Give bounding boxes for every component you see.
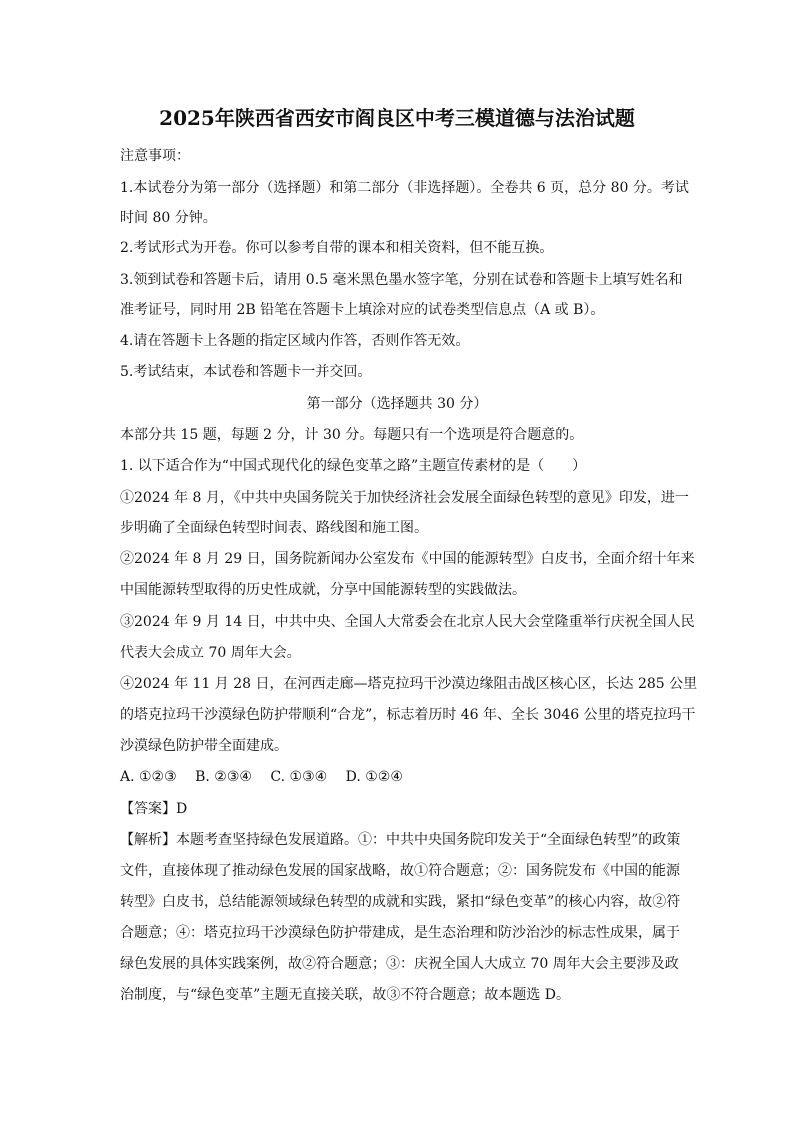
notice-heading: 注意事项：	[120, 148, 190, 164]
question-line: 的塔克拉玛干沙漠绿色防护带顺利“合龙”，标志着历时 46 年、全长 3046 公里的塔克拉玛干	[120, 707, 696, 723]
question-line: ①2024 年 8 月，《中共中央国务院关于加快经济社会发展全面绿色转型的意见》印发，进一	[120, 490, 689, 506]
analysis-line: 转型》白皮书，总结能源领域绿色转型的成就和实践，紧扣“绿色变革”的核心内容，故②符	[120, 894, 681, 910]
analysis-line: 【解析】本题考查坚持绿色发展道路。①：中共中央国务院印发关于“全面绿色转型”的政策	[120, 832, 681, 848]
analysis-line: 合题意；④：塔克拉玛干沙漠绿色防护带建成，是生态治理和防沙治沙的标志性成果，属于	[120, 925, 680, 941]
question-line: 沙漠绿色防护带全面建成。	[120, 738, 288, 754]
notice-line: 4.请在答题卡上各题的指定区域内作答，否则作答无效。	[120, 333, 470, 349]
question-line: 步明确了全面绿色转型时间表、路线图和施工图。	[120, 520, 428, 536]
answer-label: 【答案】D	[120, 801, 188, 817]
notice-line: 3.领到试卷和答题卡后，请用 0.5 毫米黑色墨水签字笔，分别在试卷和答题卡上填写姓名和	[120, 272, 683, 288]
answer-options: A. ①②③ B. ②③④ C. ①③④ D. ①②④	[120, 769, 403, 785]
analysis-line: 绿色发展的具体实践案例，故②符合题意；③：庆祝全国人大成立 70 周年大会主要涉及政	[120, 956, 679, 972]
question-line: ④2024 年 11 月 28 日，在河西走廊—塔克拉玛干沙漠边缘阻击战区核心区，长达 285 公里	[120, 676, 698, 692]
question-stem: 1. 以下适合作为“中国式现代化的绿色变革之路”主题宣传素材的是（ ）	[120, 458, 587, 474]
question-line: ②2024 年 8 月 29 日，国务院新闻办公室发布《中国的能源转型》白皮书，全面介绍十年来	[120, 551, 695, 567]
question-line: 代表大会成立 70 周年大会。	[120, 645, 301, 661]
notice-line: 2.考试形式为开卷。你可以参考自带的课本和相关资料，但不能互换。	[120, 240, 554, 256]
notice-line: 准考证号，同时用 2B 铅笔在答题卡上填涂对应的试卷类型信息点（A 或 B）。	[120, 302, 605, 318]
notice-line: 5.考试结束，本试卷和答题卡一并交回。	[120, 364, 372, 380]
question-line: 中国能源转型取得的历史性成就，分享中国能源转型的实践做法。	[120, 582, 526, 598]
analysis-line: 文件，直接体现了推动绿色发展的国家战略，故①符合题意；②：国务院发布《中国的能源	[120, 863, 680, 879]
notice-line: 时间 80 分钟。	[120, 210, 217, 226]
part1-intro: 本部分共 15 题，每题 2 分，计 30 分。每题只有一个选项是符合题意的。	[120, 427, 584, 443]
analysis-line: 治制度，与“绿色变革”主题无直接关联，故③不符合题意；故本题选 D。	[120, 987, 570, 1003]
part1-heading: 第一部分（选择题共 30 分）	[306, 396, 488, 412]
notice-line: 1.本试卷分为第一部分（选择题）和第二部分（非选择题）。全卷共 6 页，总分 80 分。考试	[120, 180, 689, 196]
question-line: ③2024 年 9 月 14 日，中共中央、全国人大常委会在北京人民大会堂隆重举行庆祝全国人民	[120, 614, 695, 630]
page-title: 2025年陕西省西安市阎良区中考三模道德与法治试题	[159, 106, 635, 130]
